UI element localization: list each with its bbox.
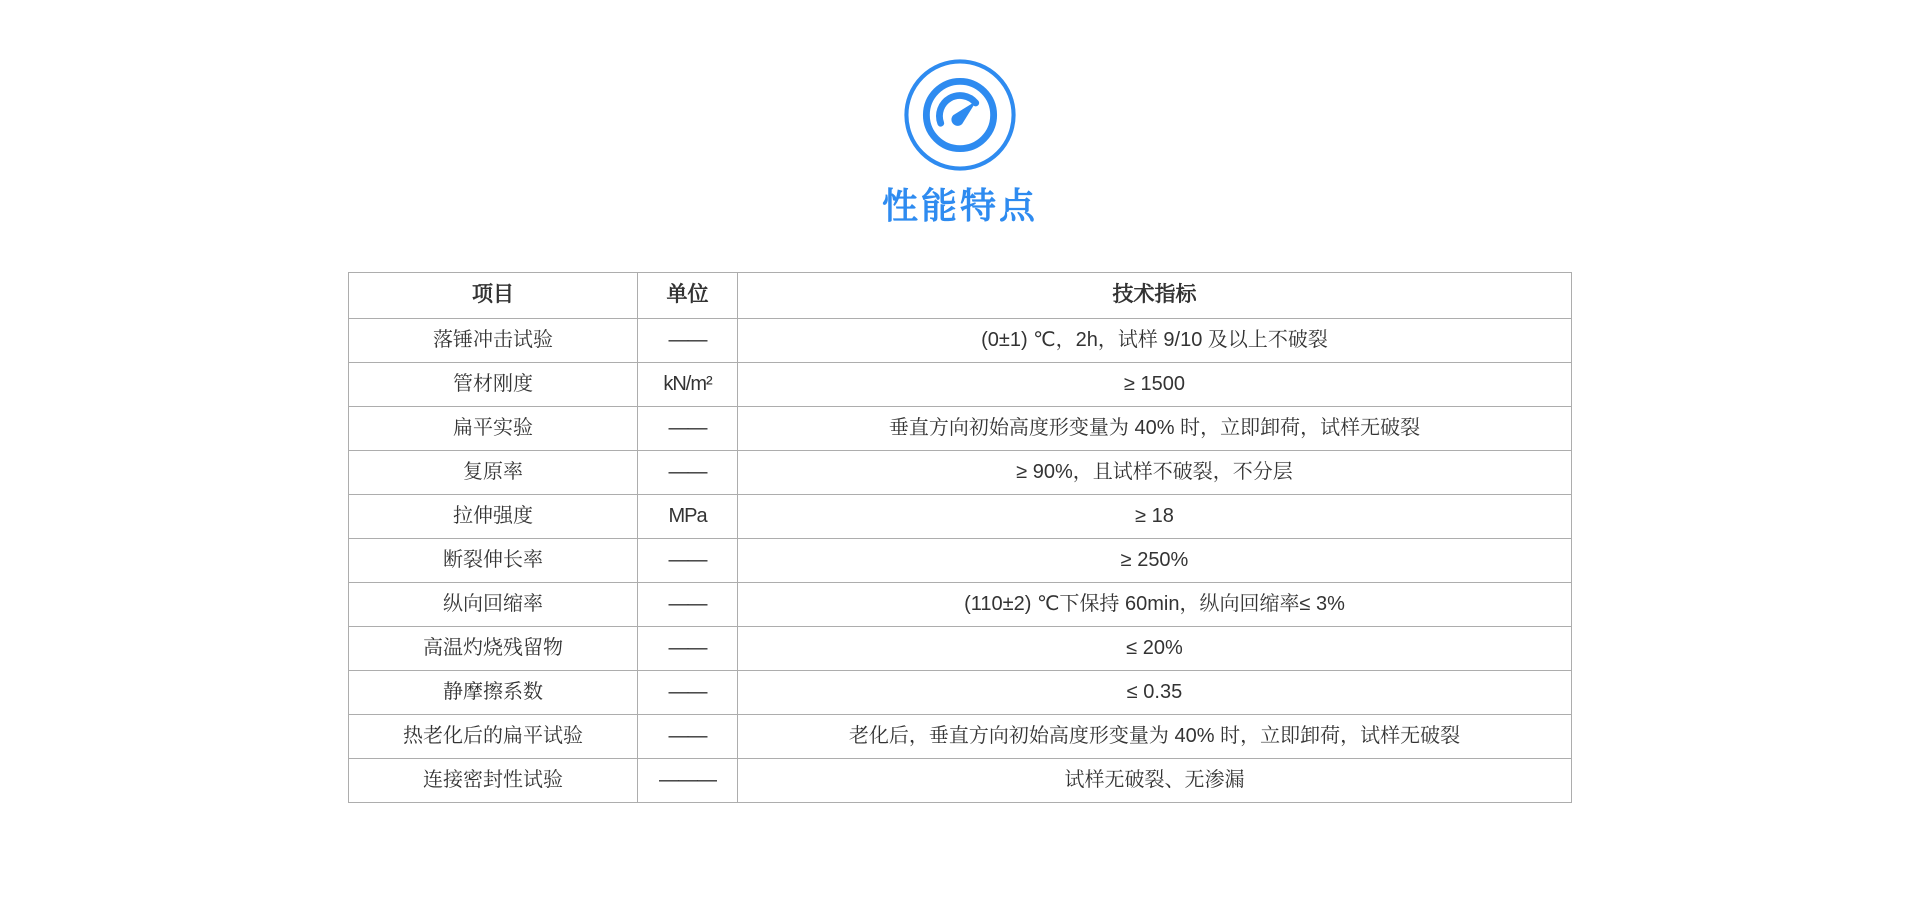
col-header-item: 项目 [349, 272, 638, 318]
table-row [349, 406, 1572, 450]
col-header-indicator: 技术指标 [738, 272, 1572, 318]
cell-indicator: 垂直方向初始高度形变量为 40% 时，立即卸荷，试样无破裂 [738, 406, 1572, 450]
gauge-icon [903, 58, 1017, 172]
cell-item: 连接密封性试验 [349, 758, 638, 802]
table-row [349, 714, 1572, 758]
table-row [349, 362, 1572, 406]
table-row [349, 670, 1572, 714]
cell-item: 复原率 [349, 450, 638, 494]
cell-unit: —— [638, 626, 738, 670]
table-row [349, 538, 1572, 582]
table-row [349, 450, 1572, 494]
col-header-unit: 单位 [638, 272, 738, 318]
cell-indicator: ≥ 18 [738, 494, 1572, 538]
cell-unit: kN/m² [638, 362, 738, 406]
cell-unit: MPa [638, 494, 738, 538]
cell-unit: —— [638, 450, 738, 494]
cell-indicator: 试样无破裂、无渗漏 [738, 758, 1572, 802]
table-row [349, 582, 1572, 626]
cell-item: 扁平实验 [349, 406, 638, 450]
cell-item: 管材刚度 [349, 362, 638, 406]
cell-indicator: ≤ 20% [738, 626, 1572, 670]
cell-indicator: ≥ 250% [738, 538, 1572, 582]
cell-item: 落锤冲击试验 [349, 318, 638, 362]
cell-indicator: 老化后，垂直方向初始高度形变量为 40% 时，立即卸荷，试样无破裂 [738, 714, 1572, 758]
cell-unit: —— [638, 714, 738, 758]
table-row [349, 318, 1572, 362]
table-row [349, 494, 1572, 538]
cell-indicator: (110±2) ℃下保持 60min，纵向回缩率≤ 3% [738, 582, 1572, 626]
cell-item: 高温灼烧残留物 [349, 626, 638, 670]
cell-item: 静摩擦系数 [349, 670, 638, 714]
cell-item: 热老化后的扁平试验 [349, 714, 638, 758]
cell-indicator: ≥ 1500 [738, 362, 1572, 406]
spec-table-container [348, 272, 1572, 803]
cell-unit: —— [638, 318, 738, 362]
cell-unit: —— [638, 670, 738, 714]
cell-unit: —— [638, 582, 738, 626]
table-header-row [349, 272, 1572, 318]
table-row [349, 758, 1572, 802]
cell-item: 断裂伸长率 [349, 538, 638, 582]
spec-table-body [349, 318, 1572, 802]
cell-item: 纵向回缩率 [349, 582, 638, 626]
cell-unit: —— [638, 538, 738, 582]
section-header [0, 0, 1920, 226]
cell-unit: ——— [638, 758, 738, 802]
cell-item: 拉伸强度 [349, 494, 638, 538]
section-title: 性能特点 [881, 185, 1038, 226]
cell-unit: —— [638, 406, 738, 450]
cell-indicator: ≤ 0.35 [738, 670, 1572, 714]
spec-table [348, 272, 1572, 803]
cell-indicator: (0±1) ℃，2h，试样 9/10 及以上不破裂 [738, 318, 1572, 362]
cell-indicator: ≥ 90%，且试样不破裂，不分层 [738, 450, 1572, 494]
table-row [349, 626, 1572, 670]
